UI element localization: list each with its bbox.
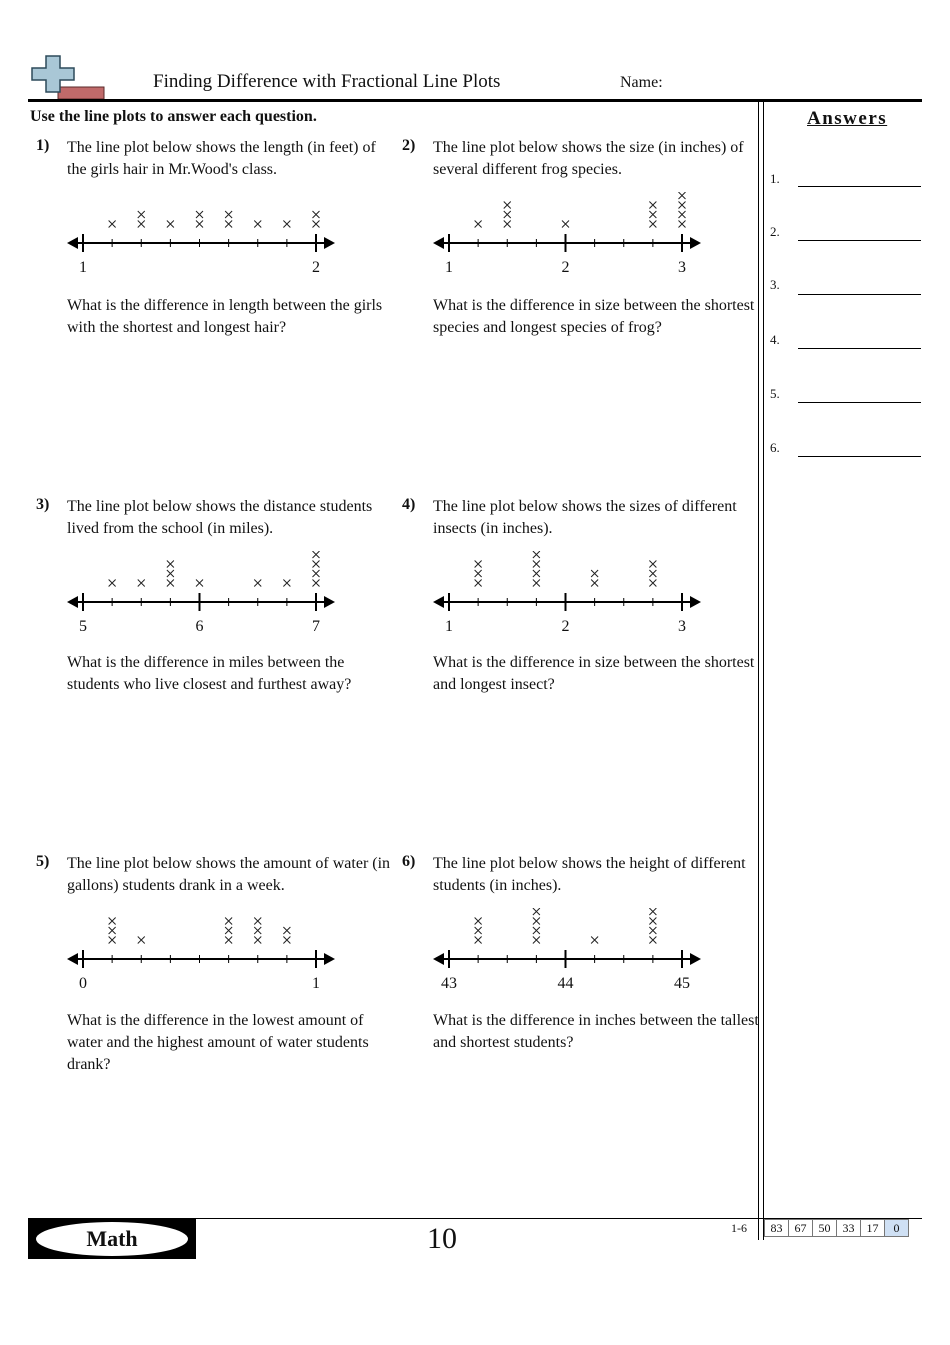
data-mark	[225, 937, 232, 944]
right-arrow-icon	[324, 237, 335, 249]
question-intro: The line plot below shows the size (in inches) of several different frog species.	[433, 139, 744, 178]
question-text: What is the difference in size between the shortest and longest insect?	[433, 654, 755, 693]
data-mark	[475, 221, 482, 228]
data-mark	[167, 561, 174, 568]
score-cell: 0	[885, 1220, 909, 1237]
data-mark	[283, 937, 290, 944]
question-number: 2)	[402, 137, 416, 154]
data-mark	[679, 211, 686, 218]
question-intro: The line plot below shows the distance students lived from the school (in miles).	[67, 498, 373, 537]
data-mark	[504, 221, 511, 228]
data-mark	[533, 927, 540, 934]
data-mark	[591, 937, 598, 944]
data-mark	[649, 918, 656, 925]
line-plot-4	[424, 551, 704, 636]
answer-number: 5.	[770, 386, 780, 401]
data-mark	[225, 927, 232, 934]
data-mark	[254, 937, 261, 944]
tick-label: 2	[561, 259, 570, 276]
data-mark	[679, 192, 686, 199]
data-mark	[254, 221, 261, 228]
score-cell: 83	[765, 1220, 789, 1237]
data-mark	[313, 580, 320, 587]
tick-label: 2	[561, 618, 570, 635]
data-mark	[283, 221, 290, 228]
question-text: What is the difference in miles between the students who live closest and furthest away?	[67, 654, 352, 693]
data-mark	[283, 927, 290, 934]
data-mark	[138, 221, 145, 228]
data-mark	[649, 570, 656, 577]
data-mark	[109, 918, 116, 925]
score-cell: 33	[837, 1220, 861, 1237]
instructions: Use the line plots to answer each question.	[30, 108, 317, 125]
answer-line-1[interactable]	[798, 186, 921, 187]
question-number: 4)	[402, 496, 416, 513]
tick-label: 45	[674, 975, 690, 992]
tick-label: 1	[445, 618, 453, 635]
data-mark	[254, 918, 261, 925]
left-arrow-icon	[433, 596, 444, 608]
score-cell: 67	[789, 1220, 813, 1237]
answer-number: 3.	[770, 277, 780, 292]
answer-line-3[interactable]	[798, 294, 921, 295]
data-mark	[533, 580, 540, 587]
data-mark	[167, 221, 174, 228]
data-mark	[225, 211, 232, 218]
data-mark	[254, 927, 261, 934]
line-plot-3	[58, 551, 338, 636]
data-mark	[475, 561, 482, 568]
question-intro: The line plot below shows the sizes of different insects (in inches).	[433, 498, 737, 537]
data-mark	[649, 561, 656, 568]
data-mark	[649, 221, 656, 228]
tick-label: 3	[678, 259, 686, 276]
answer-line-5[interactable]	[798, 402, 921, 403]
data-mark	[196, 221, 203, 228]
right-arrow-icon	[324, 596, 335, 608]
data-mark	[313, 570, 320, 577]
tick-label: 0	[79, 975, 87, 992]
score-cell: 50	[813, 1220, 837, 1237]
answer-number: 6.	[770, 440, 780, 455]
right-arrow-icon	[690, 596, 701, 608]
name-label: Name:	[620, 74, 663, 91]
data-mark	[138, 937, 145, 944]
right-arrow-icon	[690, 953, 701, 965]
left-arrow-icon	[67, 596, 78, 608]
tick-label: 2	[312, 259, 320, 276]
answer-line-4[interactable]	[798, 348, 921, 349]
data-mark	[649, 202, 656, 209]
data-mark	[196, 580, 203, 587]
data-mark	[649, 580, 656, 587]
question-intro: The line plot below shows the height of different students (in inches).	[433, 855, 746, 894]
answers-heading: Answers	[807, 108, 888, 129]
score-range: 1-6	[731, 1221, 747, 1235]
data-mark	[533, 561, 540, 568]
data-mark	[225, 221, 232, 228]
data-mark	[679, 221, 686, 228]
question-number: 3)	[36, 496, 50, 513]
score-cell: 17	[861, 1220, 885, 1237]
question-intro: The line plot below shows the amount of water (in gallons) students drank in a week.	[67, 855, 391, 894]
data-mark	[313, 211, 320, 218]
line-plot-2	[424, 192, 704, 277]
tick-label: 1	[79, 259, 87, 276]
line-plot-1	[58, 192, 338, 277]
tick-label: 6	[195, 618, 204, 635]
tick-label: 5	[79, 618, 87, 635]
data-mark	[649, 937, 656, 944]
score-table	[764, 1219, 909, 1237]
data-mark	[254, 580, 261, 587]
data-mark	[109, 580, 116, 587]
answer-number: 4.	[770, 332, 780, 347]
data-mark	[313, 221, 320, 228]
line-plot-5	[58, 908, 338, 993]
data-mark	[109, 221, 116, 228]
data-mark	[533, 551, 540, 558]
data-mark	[679, 202, 686, 209]
data-mark	[649, 211, 656, 218]
tick-label: 43	[441, 975, 457, 992]
data-mark	[283, 580, 290, 587]
question-text: What is the difference in length between the girls with the shortest and longest hair?	[67, 297, 383, 336]
data-mark	[109, 927, 116, 934]
answer-line-6[interactable]	[798, 456, 921, 457]
left-arrow-icon	[433, 237, 444, 249]
question-number: 5)	[36, 853, 50, 870]
right-arrow-icon	[324, 953, 335, 965]
data-mark	[533, 908, 540, 915]
answer-number: 1.	[770, 171, 780, 186]
plus-logo-icon	[26, 52, 106, 102]
data-mark	[225, 918, 232, 925]
question-text: What is the difference in size between the shortest species and longest species of frog?	[433, 297, 755, 336]
data-mark	[138, 580, 145, 587]
page-title: Finding Difference with Fractional Line Plots	[153, 71, 501, 92]
header-divider	[28, 99, 922, 102]
tick-label: 3	[678, 618, 686, 635]
data-mark	[533, 570, 540, 577]
data-mark	[533, 918, 540, 925]
data-mark	[475, 570, 482, 577]
data-mark	[562, 221, 569, 228]
page-number: 10	[427, 1222, 457, 1255]
left-arrow-icon	[433, 953, 444, 965]
question-text: What is the difference in inches between the tallest and shortest students?	[433, 1012, 759, 1051]
data-mark	[591, 570, 598, 577]
answer-line-2[interactable]	[798, 240, 921, 241]
data-mark	[138, 211, 145, 218]
tick-label: 1	[312, 975, 320, 992]
answer-number: 2.	[770, 224, 780, 239]
line-plot-6	[424, 908, 704, 993]
data-mark	[109, 937, 116, 944]
left-arrow-icon	[67, 237, 78, 249]
data-mark	[475, 580, 482, 587]
data-mark	[591, 580, 598, 587]
tick-label: 1	[445, 259, 453, 276]
data-mark	[313, 551, 320, 558]
right-arrow-icon	[690, 237, 701, 249]
data-mark	[196, 211, 203, 218]
data-mark	[475, 937, 482, 944]
data-mark	[475, 927, 482, 934]
data-mark	[167, 570, 174, 577]
tick-label: 7	[312, 618, 320, 635]
tick-label: 44	[557, 975, 574, 992]
data-mark	[649, 908, 656, 915]
question-number: 1)	[36, 137, 50, 154]
data-mark	[533, 937, 540, 944]
data-mark	[504, 211, 511, 218]
question-intro: The line plot below shows the length (in feet) of the girls hair in Mr.Wood's class.	[67, 139, 376, 178]
left-arrow-icon	[67, 953, 78, 965]
data-mark	[649, 927, 656, 934]
data-mark	[167, 580, 174, 587]
data-mark	[475, 918, 482, 925]
data-mark	[504, 202, 511, 209]
question-text: What is the difference in the lowest amount of water and the highest amount of water students drank?	[67, 1012, 369, 1073]
data-mark	[313, 561, 320, 568]
question-number: 6)	[402, 853, 416, 870]
math-badge-label: Math	[86, 1226, 138, 1251]
